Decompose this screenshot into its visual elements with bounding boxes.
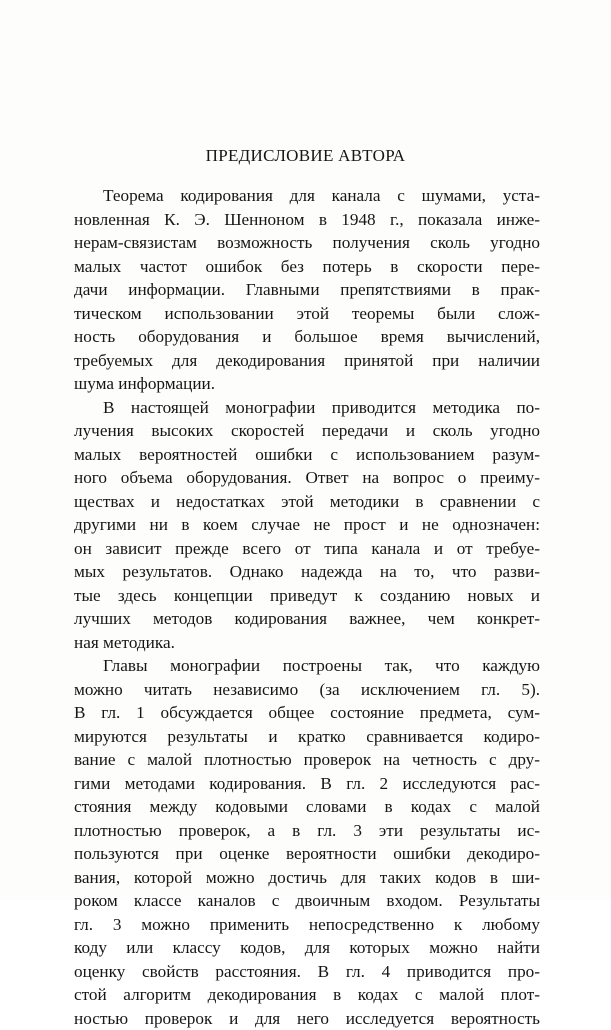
text-line: Главы монографии построены так, что каждую [74,654,540,678]
text-line: новленная К. Э. Шенноном в 1948 г., показала инже- [74,208,540,232]
text-line: роком классе каналов с двоичным входом. Результаты [74,889,540,913]
text-line: стояния между кодовыми словами в кодах с малой [74,795,540,819]
text-line: пользуются при оценке вероятности ошибки декодиро- [74,842,540,866]
text-line: стой алгоритм декодирования в кодах с малой плот- [74,983,540,1007]
text-line: В гл. 1 обсуждается общее состояние предмета, сум- [74,701,540,725]
paragraph [74,184,540,396]
text-line: Теорема кодирования для канала с шумами, уста- [74,184,540,208]
text-line: можно читать независимо (за исключением гл. 5). [74,678,540,702]
paragraph [74,654,540,1030]
text-line: требуемых для декодирования принятой при наличии [74,349,540,373]
text-line: лучения высоких скоростей передачи и сколь угодно [74,419,540,443]
text-line: другими ни в коем случае не прост и не однозначен: [74,513,540,537]
text-line: ность оборудования и большое время вычислений, [74,325,540,349]
text-line: оценку свойств расстояния. В гл. 4 приводится про- [74,960,540,984]
text-line: малых вероятностей ошибки с использованием разум- [74,443,540,467]
body-text [74,184,540,1030]
text-line: вания, которой можно достичь для таких кодов в ши- [74,866,540,890]
text-line: лучших методов кодирования важнее, чем конкрет- [74,607,540,631]
text-line: тые здесь концепции приведут к созданию новых и [74,584,540,608]
text-line: мируются результаты и кратко сравнивается кодиро- [74,725,540,749]
text-line: он зависит прежде всего от типа канала и от требуе- [74,537,540,561]
text-line: вание с малой плотностью проверок на четность с дру- [74,748,540,772]
text-line: гл. 3 можно применить непосредственно к любому [74,913,540,937]
page-title: ПРЕДИСЛОВИЕ АВТОРА [0,146,611,166]
text-line: ного объема оборудования. Ответ на вопрос о преиму- [74,466,540,490]
text-line: В настоящей монографии приводится методика по- [74,396,540,420]
text-line: коду или классу кодов, для которых можно найти [74,936,540,960]
text-line: ностью проверок и для него исследуется вероятность [74,1007,540,1030]
text-line: ществах и недостатках этой методики в сравнении с [74,490,540,514]
text-line: мых результатов. Однако надежда на то, что разви- [74,560,540,584]
text-line: шума информации. [74,372,540,396]
text-line: тическом использовании этой теоремы были слож- [74,302,540,326]
paragraph [74,396,540,655]
text-line: ная методика. [74,631,540,655]
text-line: дачи информации. Главными препятствиями в прак- [74,278,540,302]
text-line: нерам-связистам возможность получения сколь угодно [74,231,540,255]
text-line: малых частот ошибок без потерь в скорости пере- [74,255,540,279]
text-line: гими методами кодирования. В гл. 2 исследуются рас- [74,772,540,796]
text-line: плотностью проверок, а в гл. 3 эти результаты ис- [74,819,540,843]
